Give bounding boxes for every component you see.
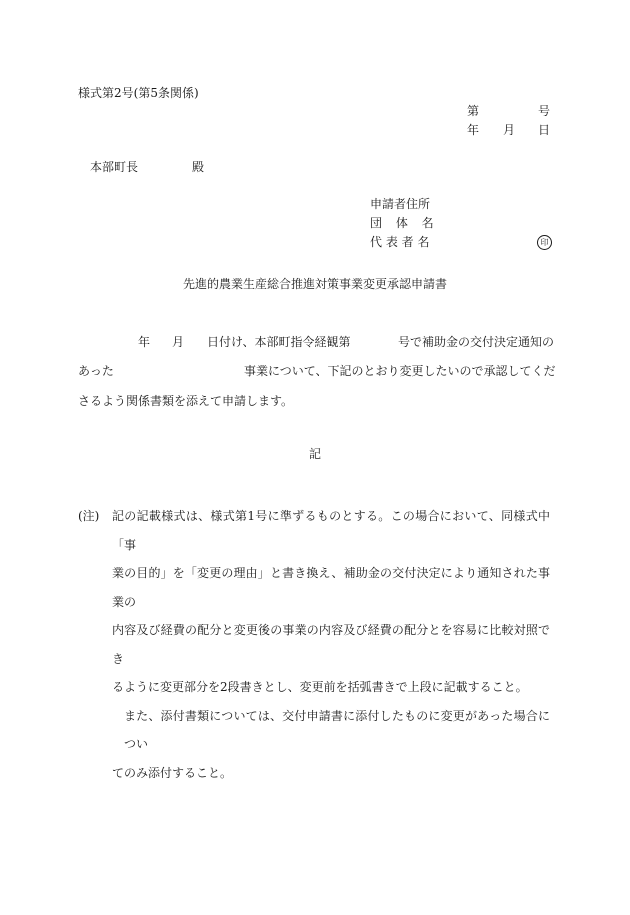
note-mark: (注) [78,509,100,523]
representative-name-label: 代 表 者 名 [370,235,430,249]
document-title: 先進的農業生産総合推進対策事業変更承認申請書 [182,277,447,291]
notes-section [78,502,550,787]
day-label: 日 [538,123,551,137]
note-line: てのみ添付すること。 [112,765,233,780]
body-year: 年 [138,335,151,349]
year-label: 年 [467,123,480,137]
note-line: 業の目的」を「変更の理由」と書き換え、補助金の交付決定により通知された事業の [112,566,550,609]
body-project-text: 事業について、下記のとおり変更したいので承認してくだ [244,364,556,378]
form-number: 様式第2号(第5条関係) [78,86,199,100]
body-month: 月 [172,335,185,349]
organization-name-label: 団 体 名 [370,216,439,230]
body-notification: 号で補助金の交付決定通知の [398,335,555,349]
body-atta: あった [78,364,114,378]
applicant-address-label: 申請者住所 [370,197,431,211]
go-label: 号 [538,104,551,118]
note-line: (注) 記の記載様式は、様式第1号に準ずるものとする。この場合において、同様式中「事 [78,502,550,559]
dai-label: 第 [467,104,480,118]
seal-mark: 印 [537,235,552,250]
note-line: また、添付書類については、交付申請書に添付したものに変更があった場合につい [124,708,550,751]
note-line: るように変更部分を2段書きとし、変更前を括弧書きで上段に記載すること。 [112,680,528,694]
month-label: 月 [503,123,516,137]
addressee-honorific: 殿 [192,160,205,174]
body-closing: さるよう関係書類を添えて申請します。 [78,394,294,408]
ki-heading: 記 [308,447,321,461]
note-line: 内容及び経費の配分と変更後の事業の内容及び経費の配分とを容易に比較対照でき [112,623,550,666]
addressee-name: 本部町長 [90,160,139,174]
body-date-directive: 日付け、本部町指令経観第 [207,335,351,349]
